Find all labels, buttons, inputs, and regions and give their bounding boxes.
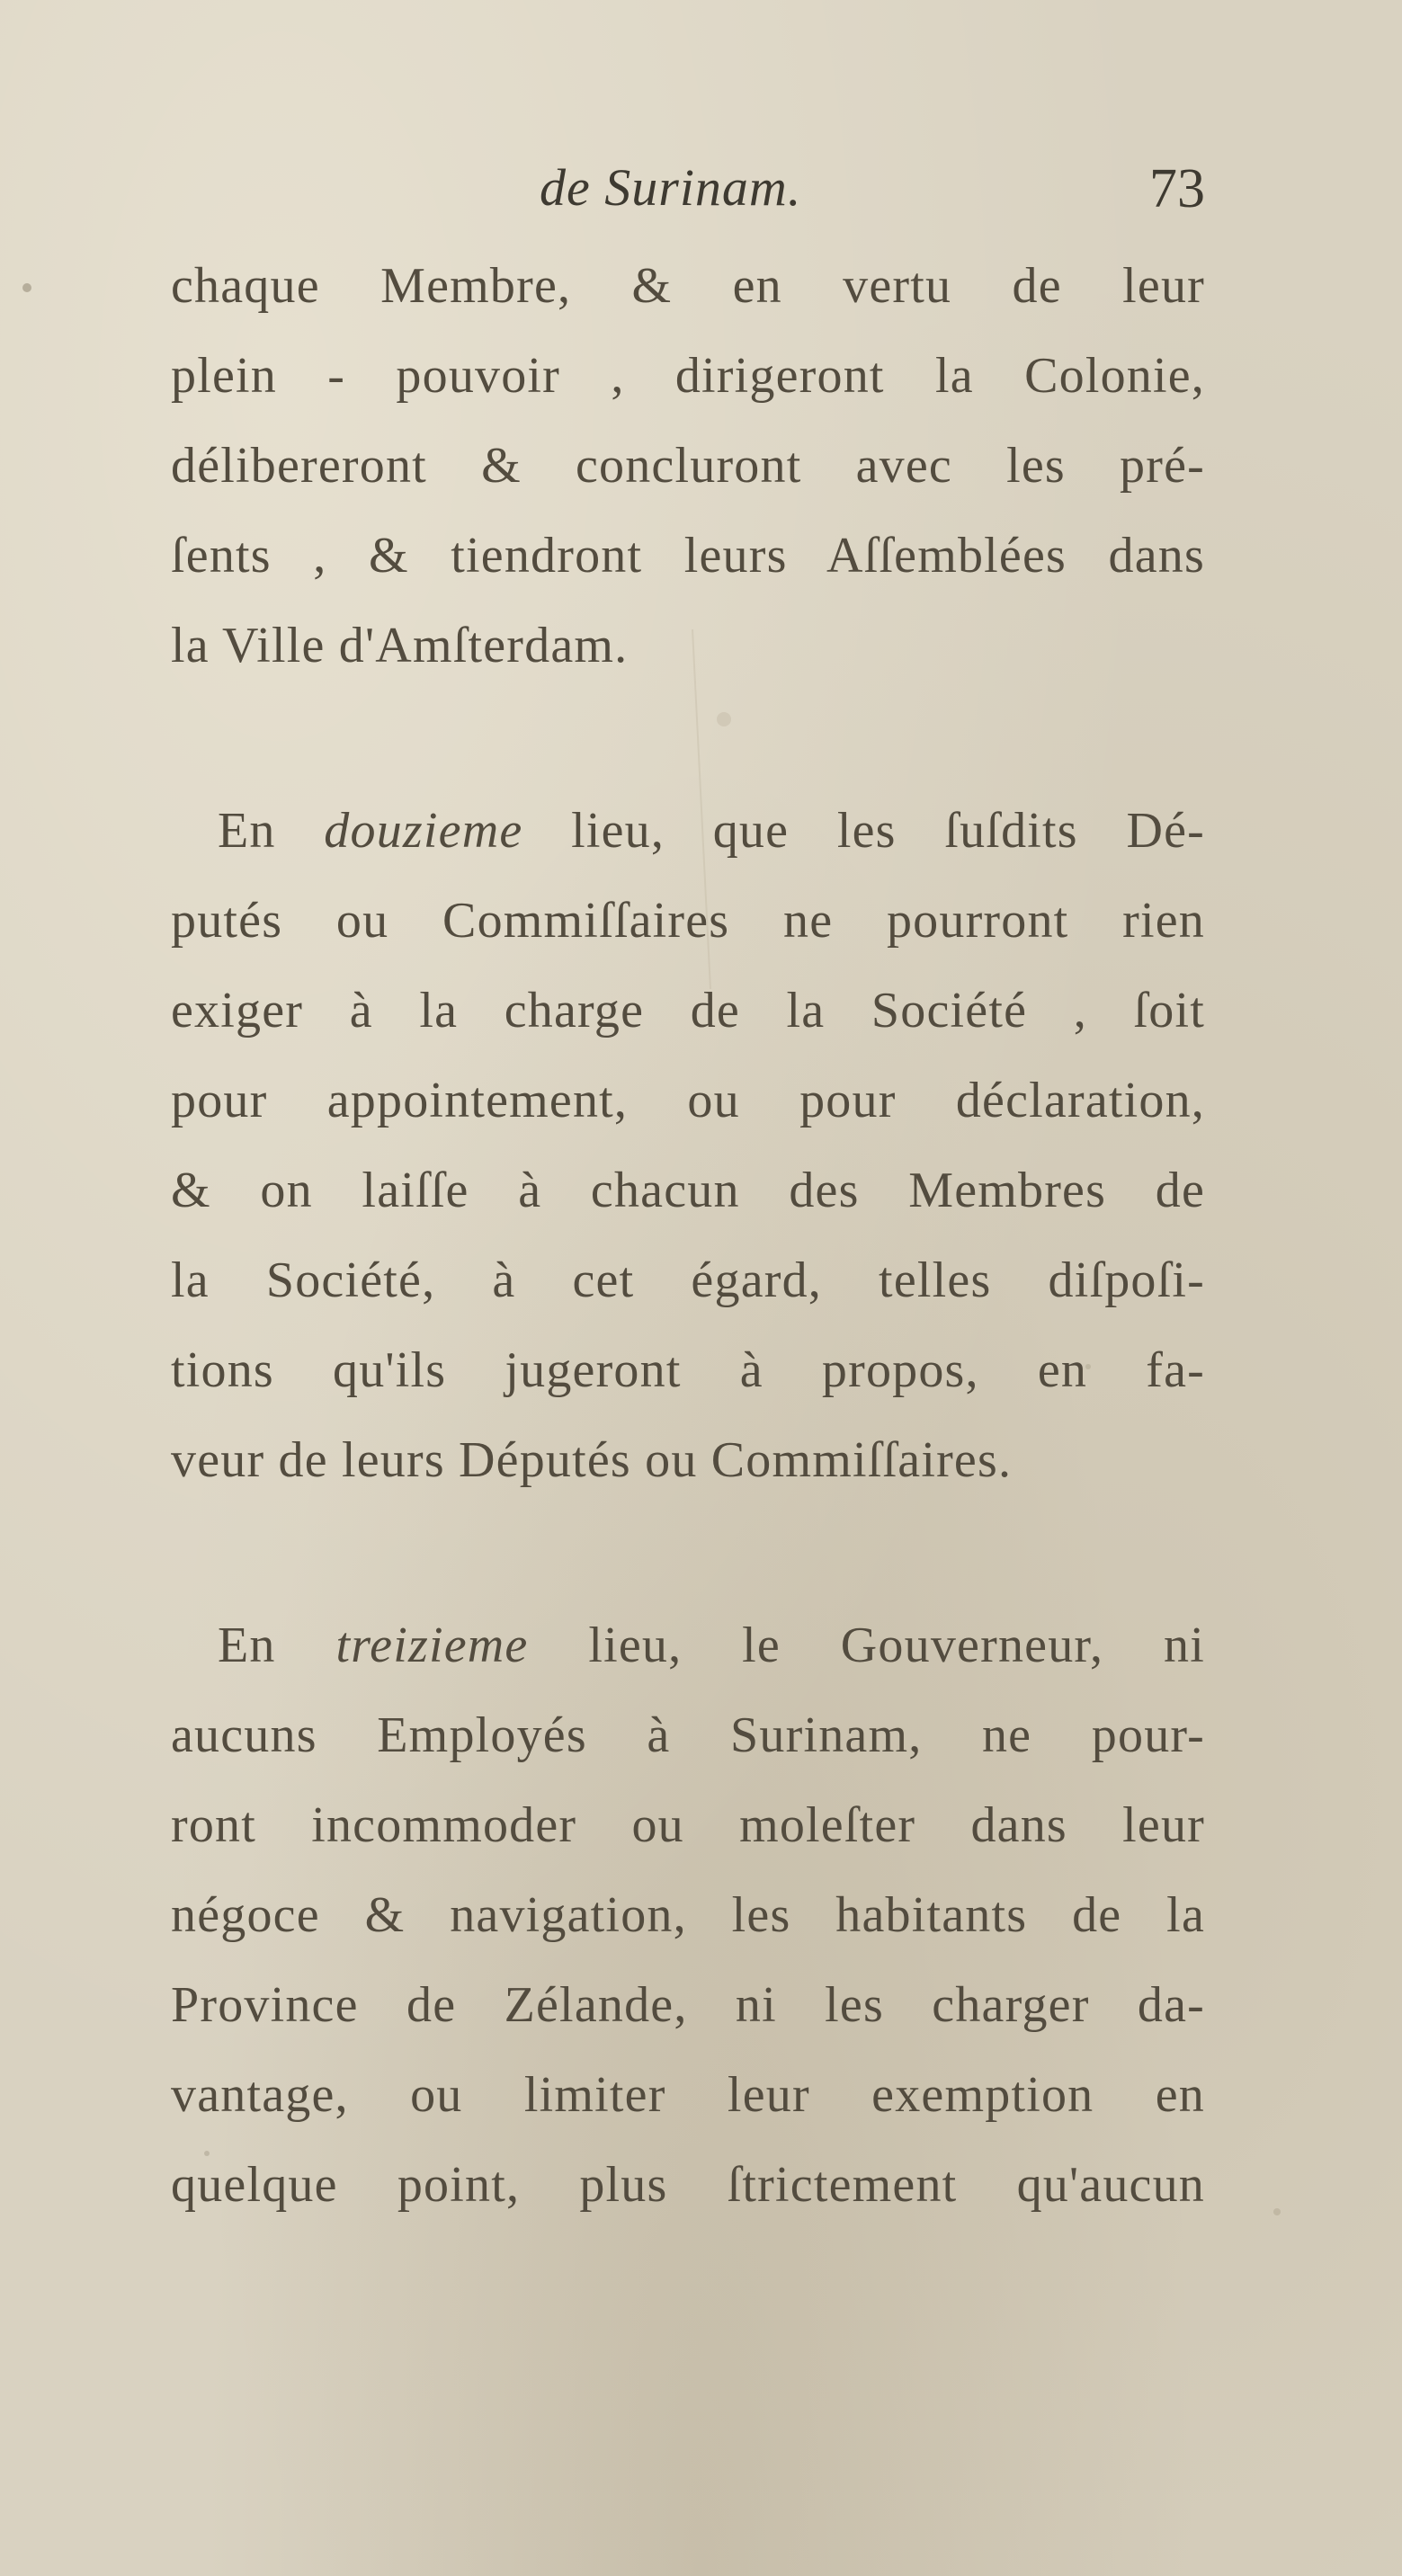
text-line: délibereront & concluront avec les pré- bbox=[171, 438, 1205, 494]
line-prefix: En bbox=[218, 803, 325, 859]
paragraph-1 bbox=[171, 241, 1205, 691]
running-head bbox=[171, 157, 1223, 229]
text-line: & on laiſſe à chacun des Membres de bbox=[171, 1163, 1205, 1218]
text-line: la Société, à cet égard, telles diſpoſi- bbox=[171, 1252, 1205, 1308]
text-line: plein - pouvoir , dirigeront la Colonie, bbox=[171, 348, 1205, 404]
text-line bbox=[171, 786, 1205, 876]
text-line: veur de leurs Députés ou Commiſſaires. bbox=[171, 1432, 1013, 1488]
ordinal-word: treizieme bbox=[335, 1618, 529, 1673]
text-line: Province de Zélande, ni les charger da- bbox=[171, 1977, 1205, 2033]
text-line: putés ou Commiſſaires ne pourront rien bbox=[171, 893, 1205, 949]
text-line: chaque Membre, & en vertu de leur bbox=[171, 258, 1205, 314]
line-suffix: lieu, que les ſuſdits Dé- bbox=[522, 803, 1205, 859]
paragraph-2 bbox=[171, 786, 1205, 1505]
line-prefix: En bbox=[218, 1618, 336, 1673]
text-line: tions qu'ils jugeront à propos, en fa- bbox=[171, 1342, 1205, 1398]
text-line: quelque point, plus ſtrictement qu'aucun bbox=[171, 2157, 1205, 2213]
running-title: de Surinam. bbox=[540, 158, 802, 217]
text-line: aucuns Employés à Surinam, ne pour- bbox=[171, 1707, 1205, 1763]
paragraph-3 bbox=[171, 1600, 1205, 2230]
text-line: vantage, ou limiter leur exemption en bbox=[171, 2067, 1205, 2123]
page-number: 73 bbox=[1149, 158, 1205, 219]
text-line: la Ville d'Amſterdam. bbox=[171, 618, 629, 673]
text-line: exiger à la charge de la Société , ſoit bbox=[171, 983, 1205, 1038]
ordinal-word: douzieme bbox=[324, 803, 523, 859]
body-text bbox=[171, 241, 1205, 2325]
text-line bbox=[171, 1600, 1205, 1690]
line-suffix: lieu, le Gouverneur, ni bbox=[528, 1618, 1206, 1673]
text-line: négoce & navigation, les habitants de la bbox=[171, 1887, 1205, 1943]
text-line: pour appointement, ou pour déclaration, bbox=[171, 1073, 1205, 1128]
text-line: ſents , & tiendront leurs Aſſemblées dans bbox=[171, 528, 1205, 584]
text-line: ront incommoder ou moleſter dans leur bbox=[171, 1797, 1205, 1853]
